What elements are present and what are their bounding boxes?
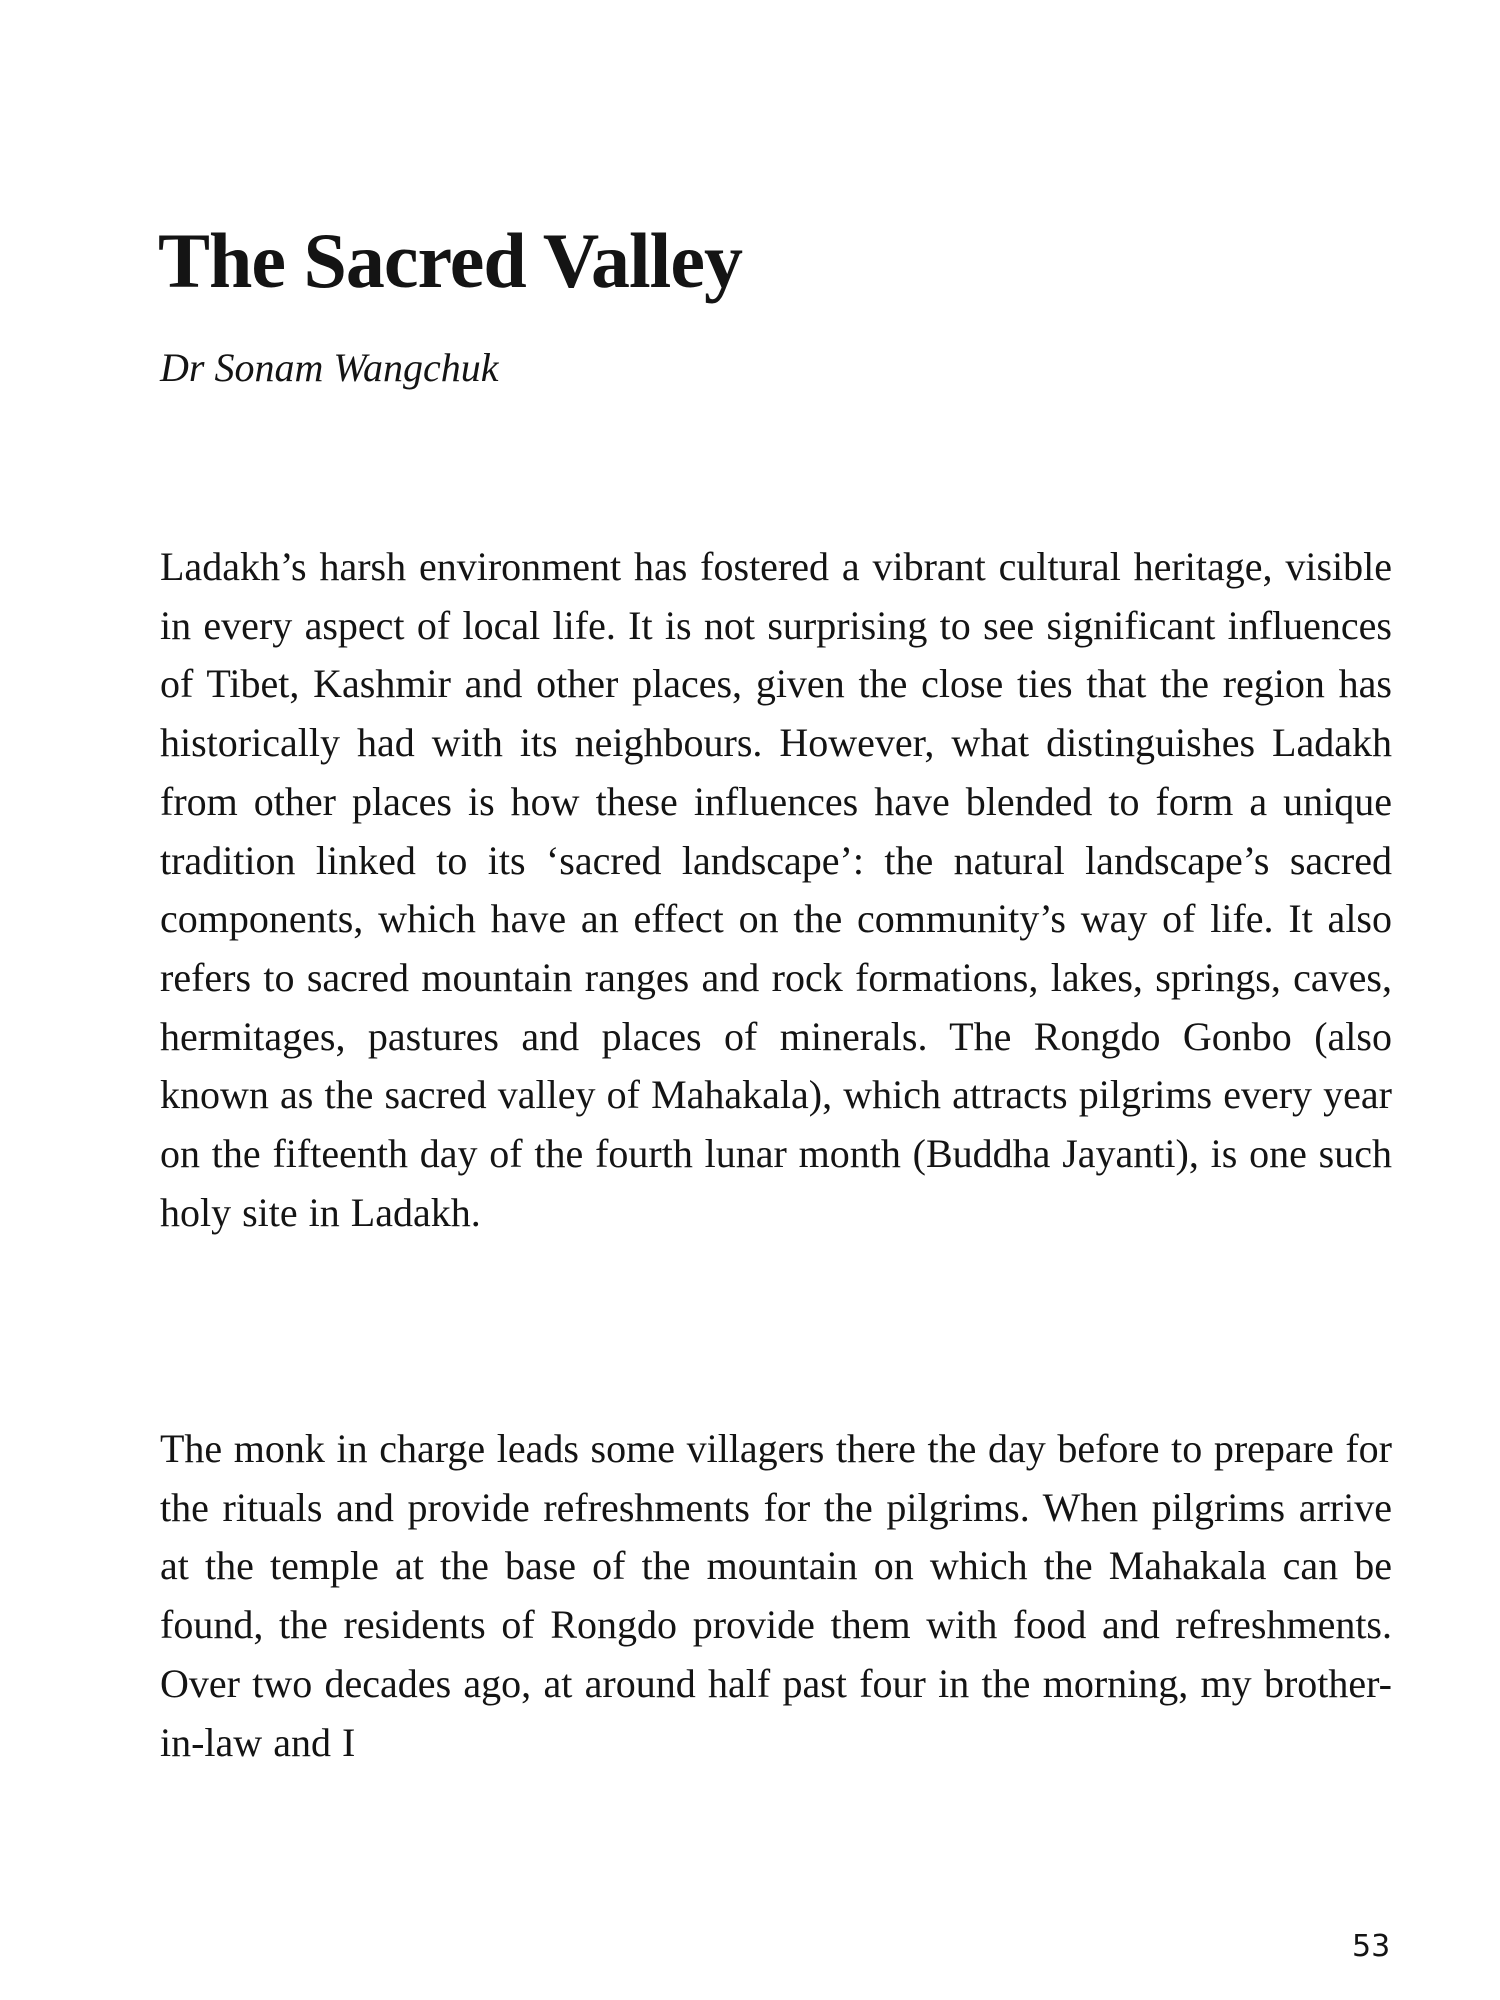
body-paragraph-1: Ladakh’s harsh environment has fostered a vibrant cultural heritage, visible in every aspect of local life. It is not surprising to see significant influences of Tibet, Kashmir and other places, given the close ties that the region has historically had with its neighbours. However, what distinguishes Ladakh from other places is how these influences have blended to form a unique tradition linked to its ‘sacred landscape’: the natural landscape’s sacred components, which have an effect on the community’s way of life. It also refers to sacred mountain ranges and rock formations, lakes, springs, caves, hermitages, pastures and places of minerals. The Rongdo Gonbo (also known as the sacred valley of Mahakala), which attracts pilgrims every year on the fifteenth day of the fourth lunar month (Buddha Jayanti), is one such holy site in Ladakh.: [160, 544, 1392, 1235]
page-number: 53: [1352, 1929, 1391, 1964]
chapter-title: The Sacred Valley: [158, 217, 742, 304]
author-byline: Dr Sonam Wangchuk: [160, 345, 499, 390]
body-paragraph-2: The monk in charge leads some villagers there the day before to prepare for the rituals and provide refreshments for the pilgrims. When pilgrims arrive at the temple at the base of the mountain on which the Mahakala can be found, the residents of Rongdo provide them with food and refreshments. Over two decades ago, at around half past four in the morning, my brother-in-law and I: [160, 1426, 1392, 1765]
